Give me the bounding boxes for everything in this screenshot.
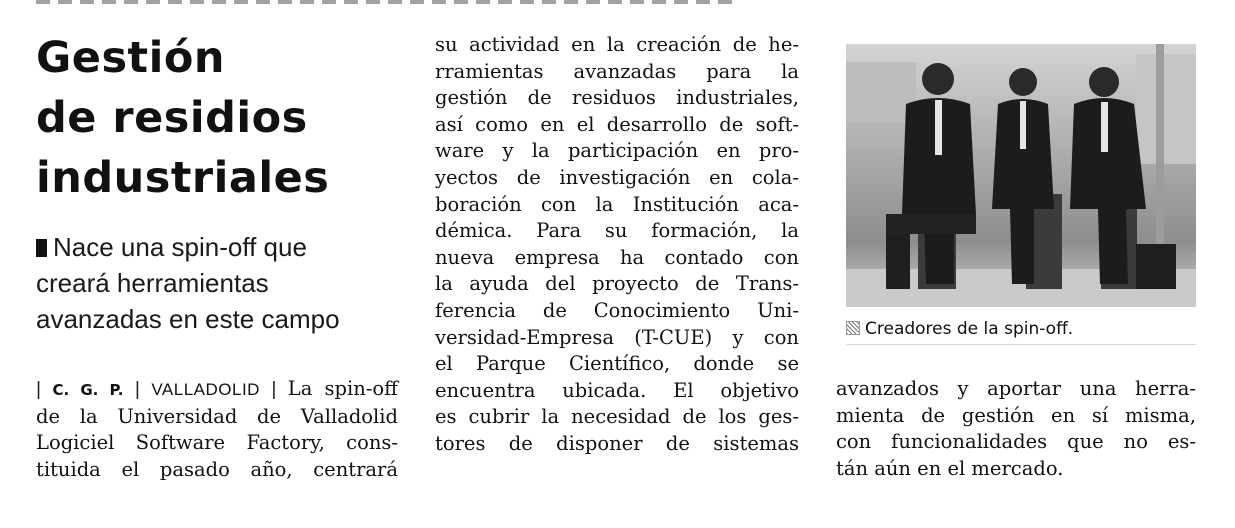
body-text-line: así como en el desarrollo de soft- — [435, 112, 799, 136]
photo-illustration — [846, 44, 1196, 307]
body-text-line: Logiciel Software Factory, cons- — [36, 431, 398, 455]
body-text-line: tores de disponer de sistemas — [435, 431, 799, 455]
body-text-line: es cubrir la necesidad de los ges- — [435, 405, 799, 429]
body-text-line: tán aún en el mercado. — [836, 456, 1064, 480]
body-text-line: la ayuda del proyecto de Trans- — [435, 272, 799, 296]
body-text-line: yectos de investigación en cola- — [435, 165, 799, 189]
body-text-line: rramientas avanzadas para la — [435, 59, 799, 83]
byline-author: C. G. P. — [52, 381, 124, 399]
headline-line: de residios — [36, 93, 308, 143]
body-text-line: ware y la participación en pro- — [435, 139, 799, 163]
subheadline-line: avanzadas en este campo — [36, 304, 340, 334]
subheadline-line: creará herramientas — [36, 268, 269, 298]
body-text-line: con funcionalidades que no es- — [836, 430, 1196, 454]
body-text-line: nueva empresa ha contado con — [435, 245, 799, 269]
body-text-line: avanzados y aportar una herra- — [836, 377, 1196, 400]
body-text-line: La spin-off — [287, 377, 399, 400]
clipped-text-above — [36, 0, 736, 4]
body-text-line: boración con la Institución aca- — [435, 192, 799, 216]
bullet-square-icon — [36, 239, 47, 257]
body-text-line: de la Universidad de Valladolid — [36, 404, 398, 428]
body-text-line: su actividad en la creación de he- — [435, 33, 799, 56]
subheadline — [36, 229, 340, 337]
article-column-2 — [435, 32, 799, 458]
photo-caption — [846, 319, 1196, 339]
caption-divider — [846, 344, 1196, 345]
body-text-line: el Parque Científico, donde se — [435, 352, 799, 376]
byline-location: VALLADOLID — [151, 380, 260, 399]
article-column-1 — [36, 376, 398, 483]
body-text-line: démica. Para su formación, la — [435, 219, 799, 243]
caption-marker-icon — [846, 321, 860, 335]
article-column-3 — [836, 376, 1196, 482]
body-text-line: tituida el pasado año, centrará — [36, 457, 398, 481]
body-text-line: gestión de residuos industriales, — [435, 86, 799, 110]
photo-of-three-men — [846, 44, 1196, 307]
photo-caption-text: Creadores de la spin-off. — [865, 319, 1074, 339]
body-text-line: versidad-Empresa (T-CUE) y con — [435, 325, 799, 349]
headline-line: Gestión — [36, 33, 226, 83]
headline-line: industriales — [36, 153, 330, 203]
body-text-line: mienta de gestión en sí misma, — [836, 403, 1196, 427]
subheadline-line-1: Nace una spin-off que — [36, 229, 340, 265]
body-text-line: encuentra ubicada. El objetivo — [435, 378, 799, 402]
byline-line: | C. G. P. | VALLADOLID | La spin-off — [36, 377, 399, 400]
body-text-line: ferencia de Conocimiento Uni- — [435, 298, 799, 322]
headline — [36, 28, 329, 208]
